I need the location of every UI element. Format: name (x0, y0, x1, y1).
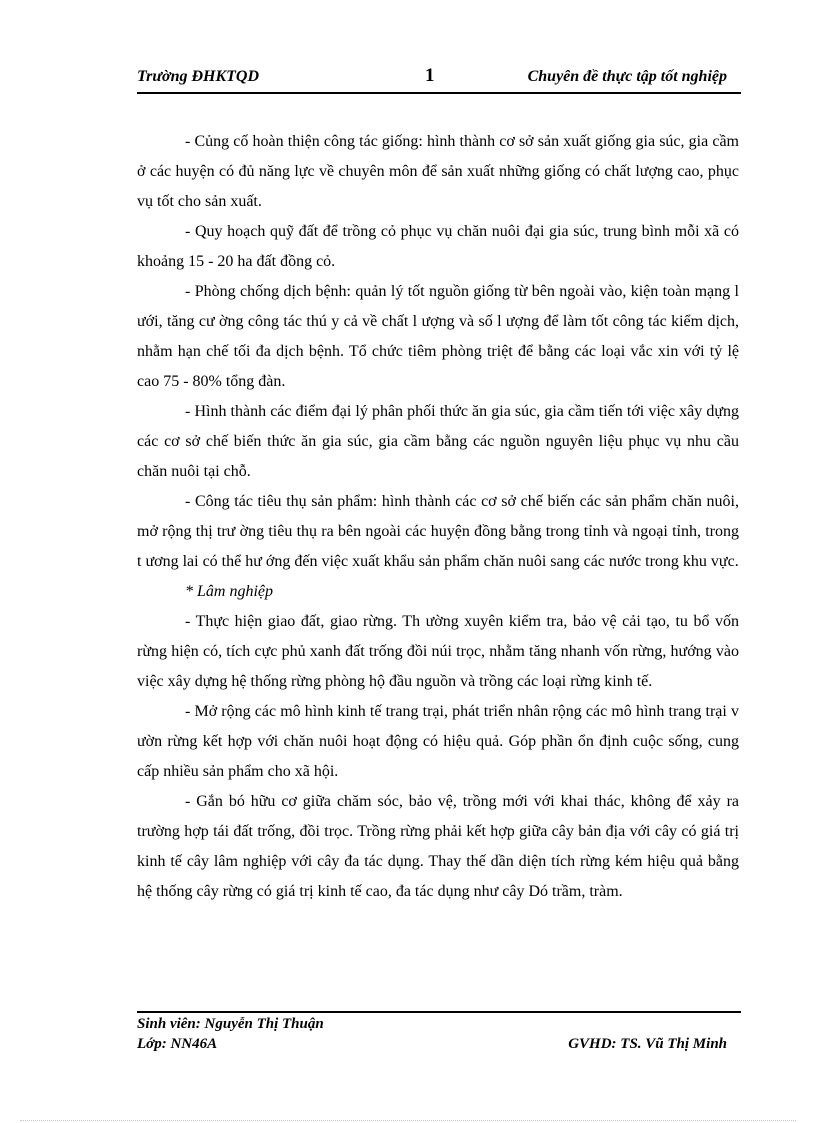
footer-divider (137, 1011, 741, 1013)
paragraph-farm-models: - Mở rộng các mô hình kinh tế trang trại, phát triển nhân rộng các mô hình trang trại v ườn rừng kết hợp với chăn nuôi hoạt động có hiệu quả. Góp phần ổn định cuộc sống, cung cấp nhiều sản phẩm cho xã hội. (137, 703, 739, 780)
page-edge-line (20, 1120, 796, 1121)
page-number: 1 (425, 65, 435, 86)
class-name: Lớp: NN46A (137, 1036, 218, 1052)
page-header (137, 66, 741, 94)
paragraph-breeding: - Củng cố hoàn thiện công tác giống: hình thành cơ sở sản xuất giống gia súc, gia cầm ở các huyện có đủ năng lực về chuyên môn để sản xuất những giống có chất lượng cao, phục vụ tốt cho sản xuất. (137, 133, 739, 210)
paragraph-disease-control: - Phòng chống dịch bệnh: quản lý tốt nguồn giống từ bên ngoài vào, kiện toàn mạng l ưới, tăng cư ờng công tác thú y cả về chất l ượng và số l ượng để làm tốt công tác kiểm dịch, nhằm hạn chế tối đa dịch bệnh. Tổ chức tiêm phòng triệt để bằng các loại vắc xin với tỷ lệ cao 75 - 80% tổng đàn. (137, 283, 739, 390)
advisor-name: GVHD: TS. Vũ Thị Minh (568, 1036, 727, 1052)
paragraph-product-consumption: - Công tác tiêu thụ sản phẩm: hình thành các cơ sở chế biến các sản phẩm chăn nuôi, mở rộng thị trư ờng tiêu thụ ra bên ngoài các huyện đồng bằng trong tỉnh và ngoại tỉnh, trong t ương lai có thể hư ớng đến việc xuất khẩu sản phẩm chăn nuôi sang các nước trong khu vực. (137, 493, 739, 570)
paragraph-land-allocation: - Thực hiện giao đất, giao rừng. Th ường xuyên kiểm tra, bảo vệ cải tạo, tu bổ vốn rừng hiện có, tích cực phủ xanh đất trống đồi núi trọc, nhằm tăng nhanh vốn rừng, hướng vào việc xây dựng hệ thống rừng phòng hộ đầu nguồn và trồng các loại rừng kinh tế. (137, 613, 739, 690)
section-title-forestry: * Lâm nghiệp (185, 583, 273, 600)
document-body (137, 127, 739, 907)
student-name: Sinh viên: Nguyễn Thị Thuận (137, 1016, 324, 1032)
school-name: Trường ĐHKTQD (137, 68, 260, 85)
paragraph-grassland: - Quy hoạch quỹ đất để trồng cỏ phục vụ chăn nuôi đại gia súc, trung bình mỗi xã có khoảng 15 - 20 ha đất đồng cỏ. (137, 223, 739, 270)
page-footer (137, 1016, 741, 1060)
paragraph-feed-distribution: - Hình thành các điểm đại lý phân phối thức ăn gia súc, gia cầm tiến tới việc xây dựng các cơ sở chế biến thức ăn gia súc, gia cầm bằng các nguồn nguyên liệu phục vụ nhu cầu chăn nuôi tại chỗ. (137, 403, 739, 480)
paragraph-reforestation: - Gắn bó hữu cơ giữa chăm sóc, bảo vệ, trồng mới với khai thác, không để xảy ra trường hợp tái đất trống, đồi trọc. Trồng rừng phải kết hợp giữa cây bản địa với cây có giá trị kinh tế cây lâm nghiệp với cây đa tác dụng. Thay thế dần diện tích rừng kém hiệu quả bằng hệ thống cây rừng có giá trị kinh tế cao, đa tác dụng như cây Dó trầm, tràm. (137, 793, 739, 900)
report-type: Chuyên đề thực tập tốt nghiệp (527, 68, 727, 85)
